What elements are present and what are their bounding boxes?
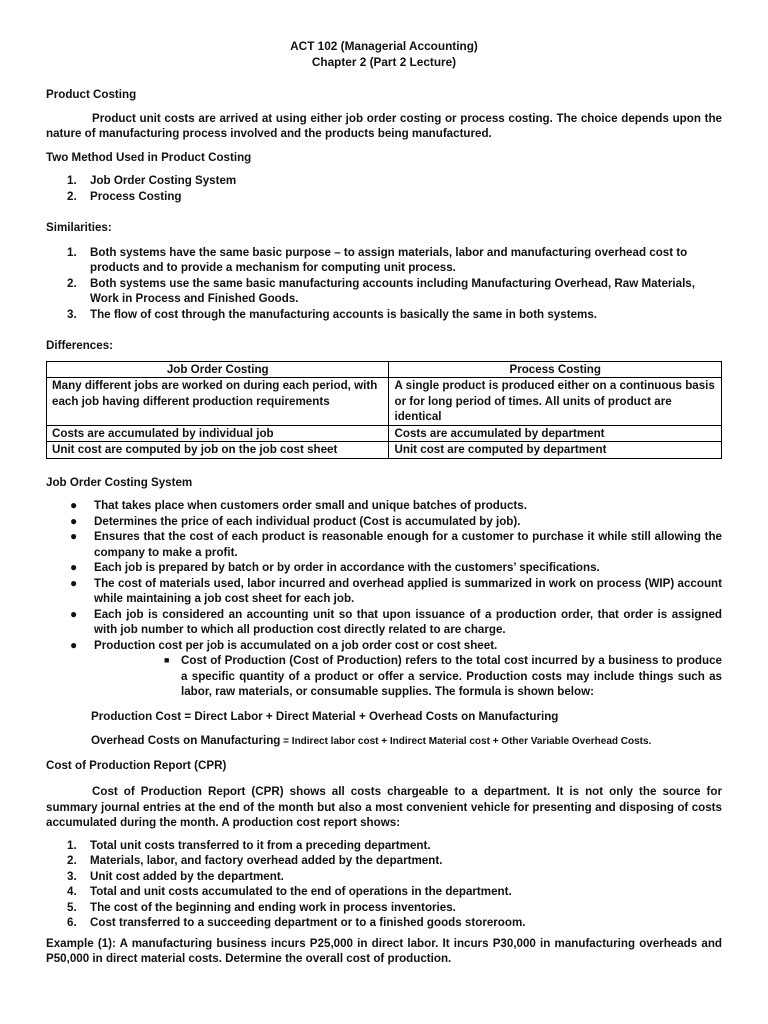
column-header-job-order: Job Order Costing — [47, 361, 389, 378]
similarities-list — [46, 245, 722, 323]
job-order-bullets — [46, 498, 722, 653]
list-item: 1. Job Order Costing System — [67, 174, 237, 187]
list-item: 6. Cost transferred to a succeeding department or to a finished goods storeroom. — [67, 916, 526, 929]
course-title: ACT 102 (Managerial Accounting) — [290, 39, 478, 53]
section-heading-two-methods: Two Method Used in Product Costing — [46, 150, 252, 164]
job-order-sub-bullets — [46, 653, 722, 700]
methods-list — [46, 173, 722, 204]
list-item: 2. Materials, labor, and factory overhead added by the department. — [67, 854, 443, 867]
table-row — [47, 425, 722, 442]
list-item: 5. The cost of the beginning and ending work in process inventories. — [67, 900, 456, 914]
section-heading-job-order: Job Order Costing System — [46, 475, 193, 489]
list-item: ● Ensures that the cost of each product is reasonable enough for a customer to purchase it while still allowing the company to make a profit. — [70, 529, 722, 559]
list-item: 1. Total unit costs transferred to it from a preceding department. — [67, 838, 431, 852]
table-header-row — [47, 361, 722, 378]
table-row — [47, 378, 722, 426]
section-heading-product-costing: Product Costing — [46, 88, 137, 101]
table-cell: Costs are accumulated by department — [389, 425, 722, 442]
table-cell: Many different jobs are worked on during each period, with each job having different production requirements — [47, 378, 389, 426]
section-heading-cpr: Cost of Production Report (CPR) — [46, 758, 227, 772]
list-item: 3. Unit cost added by the department. — [67, 869, 284, 883]
table-cell: Unit cost are computed by job on the job cost sheet — [47, 442, 389, 459]
list-item: 4. Total and unit costs accumulated to the end of operations in the department. — [67, 885, 512, 898]
example-1: Example (1): A manufacturing business incurs P25,000 in direct labor. It incurs P30,000 in manufacturing overheads and P50,000 in direct material costs. Determine the overall cost of production. — [46, 936, 722, 965]
production-cost-formula: Production Cost = Direct Labor + Direct Material + Overhead Costs on Manufacturing — [91, 709, 559, 723]
list-item: 2. Process Costing — [67, 189, 182, 203]
product-costing-paragraph: Product unit costs are arrived at using either job order costing or process costing. The choice depends upon the nature of manufacturing process involved and the products being manufactured. — [46, 111, 722, 140]
list-item: ● Production cost per job is accumulated on a job order cost or cost sheet. — [70, 637, 498, 652]
table-row — [47, 442, 722, 459]
overhead-cost-formula: Overhead Costs on Manufacturing = Indirect labor cost + Indirect Material cost + Other Variable Overhead Costs. — [91, 734, 652, 747]
list-item: 3. The flow of cost through the manufacturing accounts is basically the same in both systems. — [67, 307, 597, 321]
table-cell: A single product is produced either on a continuous basis or for long period of times. All units of product are identical — [389, 378, 722, 426]
section-heading-similarities: Similarities: — [46, 221, 112, 234]
list-item: ● Determines the price of each individual product (Cost is accumulated by job). — [70, 513, 521, 528]
table-cell: Unit cost are computed by department — [389, 442, 722, 459]
cpr-list — [46, 838, 722, 931]
list-item: 1. Both systems have the same basic purpose – to assign materials, labor and manufacturing overhead cost to products and to provide a mechanism for computing unit process. — [67, 245, 688, 274]
differences-table — [46, 361, 722, 459]
cpr-paragraph: Cost of Production Report (CPR) shows all costs chargeable to a department. It is not only the source for summary journal entries at the end of the month but also a most convenient vehicle for presenting and disposing of costs accumulated during the month. A production cost report shows: — [46, 785, 722, 829]
list-item: ■ Cost of Production (Cost of Production) refers to the total cost incurred by a business to produce a specific quantity of a product or offer a service. Production costs may include things such as labor, raw materials, or consumable supplies. The formula is shown below: — [164, 654, 722, 698]
list-item: ● That takes place when customers order small and unique batches of products. — [70, 498, 527, 512]
list-item: ● Each job is considered an accounting unit so that upon issuance of a production order, that order is assigned with job number to which all production cost directly related to are charge. — [70, 606, 722, 636]
table-cell: Costs are accumulated by individual job — [47, 425, 389, 442]
column-header-process: Process Costing — [389, 361, 722, 378]
chapter-title: Chapter 2 (Part 2 Lecture) — [311, 54, 457, 69]
list-item: ● The cost of materials used, labor incurred and overhead applied is summarized in work on process (WIP) account while maintaining a job cost sheet for each job. — [70, 575, 722, 605]
section-heading-differences: Differences: — [46, 339, 114, 352]
list-item: ● Each job is prepared by batch or by order in accordance with the customers’ specifications. — [70, 560, 600, 574]
list-item: 2. Both systems use the same basic manufacturing accounts including Manufacturing Overhead, Raw Materials, Work in Process and Finished Goods. — [67, 276, 695, 305]
